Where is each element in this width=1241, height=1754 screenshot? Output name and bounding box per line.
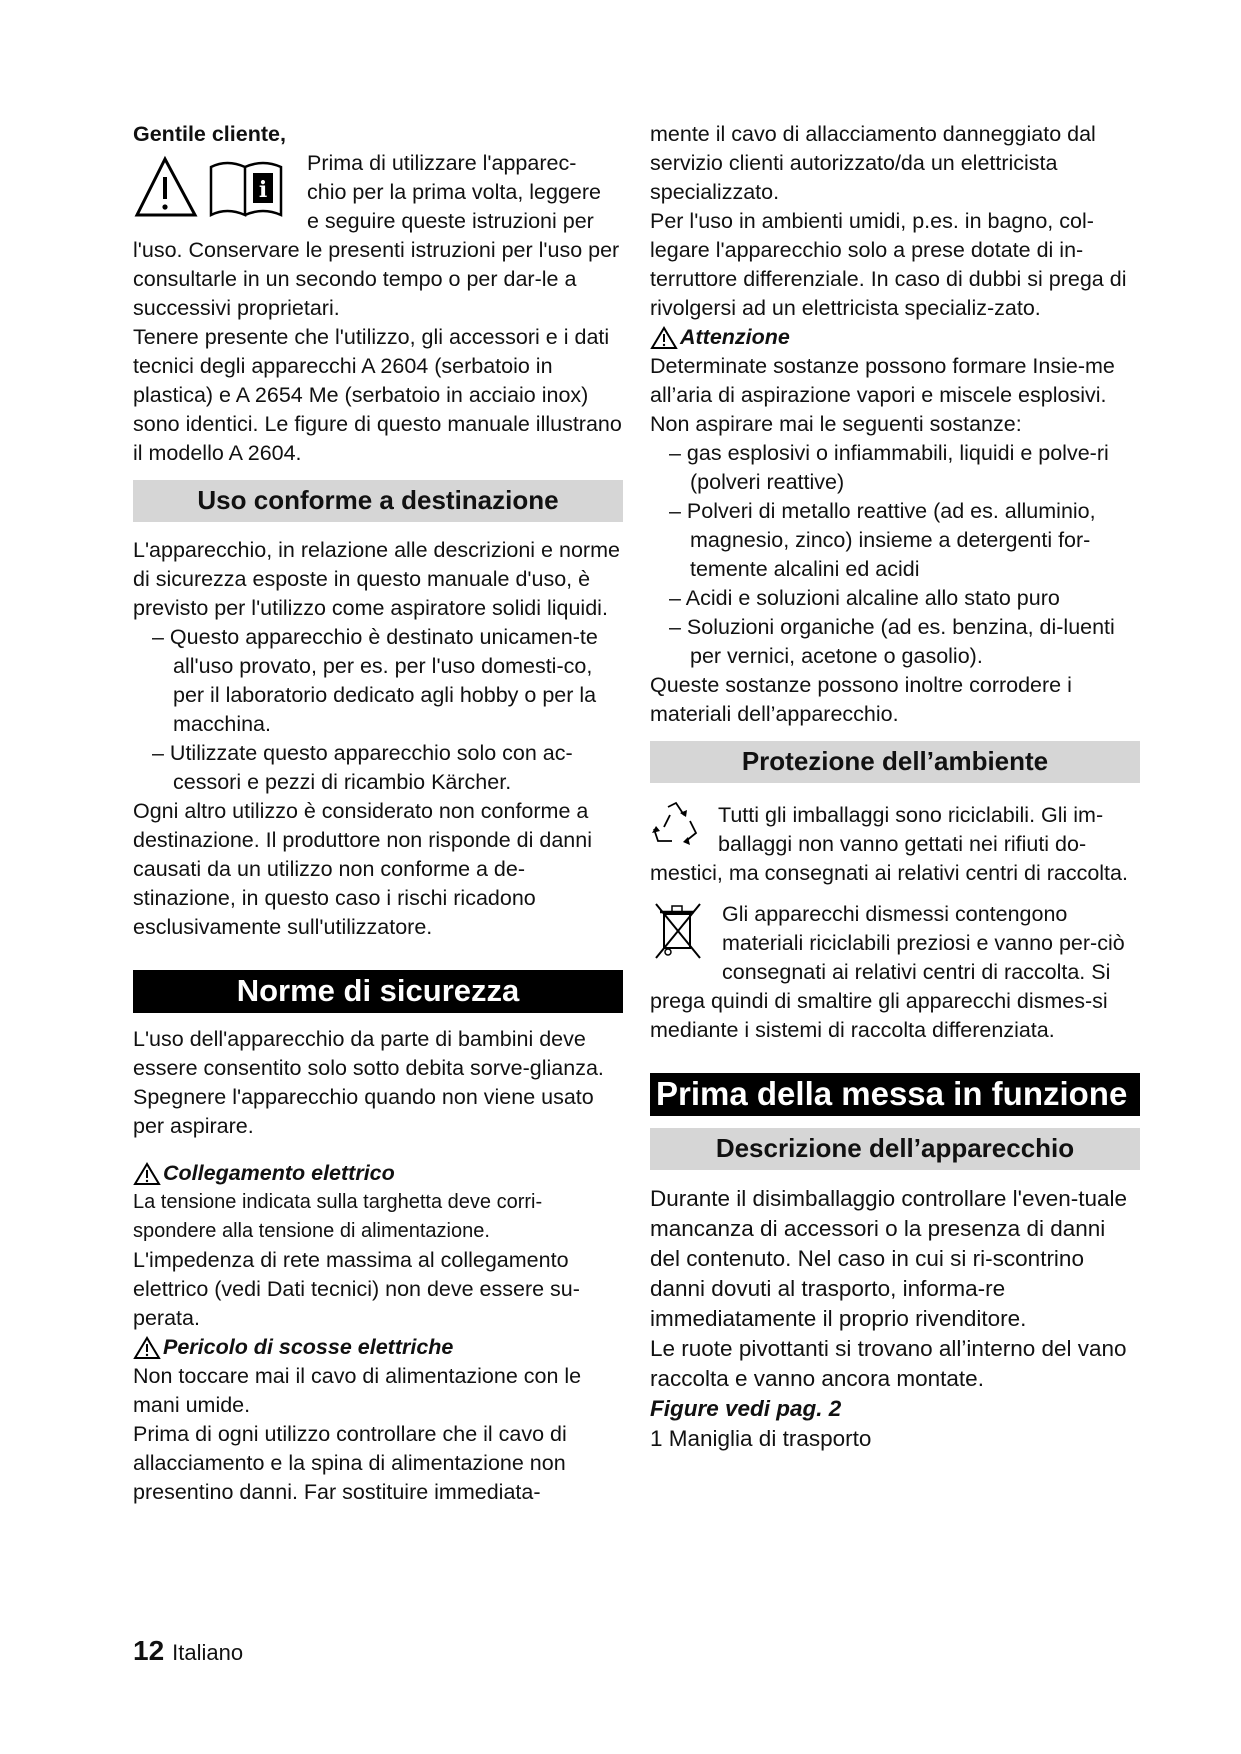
section-heading-protezione-ambiente: Protezione dell’ambiente bbox=[650, 741, 1140, 783]
list-item: – Acidi e soluzioni alcaline allo stato puro bbox=[669, 586, 1060, 610]
section2-paragraph-1: L'uso dell'apparecchio da parte di bambini deve essere consentito solo sotto debita sorve-glianza. bbox=[133, 1027, 604, 1080]
warning-triangle-icon bbox=[133, 1336, 161, 1360]
env-paragraph-2: Gli apparecchi dismessi contengono materiali riciclabili preziosi e vanno per-ciò consegnati ai relativi centri di raccolta. Si prega quindi di smaltire gli apparecchi dismes-si mediante i sistemi di raccolta differenziata. bbox=[650, 902, 1125, 1042]
section-heading-descrizione-apparecchio: Descrizione dell’apparecchio bbox=[650, 1128, 1140, 1170]
section-heading-norme-sicurezza: Norme di sicurezza bbox=[133, 970, 623, 1013]
left-column bbox=[133, 120, 623, 1507]
warn2-paragraph-1: Non toccare mai il cavo di alimentazione con le mani umide. bbox=[133, 1364, 582, 1417]
intro-line-3: e seguire queste istruzioni per bbox=[307, 209, 594, 233]
env-disposal-block bbox=[650, 900, 1140, 1045]
right-column bbox=[650, 120, 1140, 1454]
greeting: Gentile cliente, bbox=[133, 122, 286, 146]
warning-title: Collegamento elettrico bbox=[163, 1161, 395, 1185]
warn3-paragraph-2: Non aspirare mai le seguenti sostanze: bbox=[650, 412, 1022, 436]
section-heading-uso-conforme: Uso conforme a destinazione bbox=[133, 480, 623, 522]
warning-title: Pericolo di scosse elettriche bbox=[163, 1335, 454, 1359]
item-1: 1 Maniglia di trasporto bbox=[650, 1426, 872, 1451]
warn1-paragraph-1: La tensione indicata sulla targhetta deve corri-spondere alla tensione di alimentazione. bbox=[133, 1191, 543, 1242]
page-footer bbox=[133, 1635, 243, 1667]
intro-line-2: chio per la prima volta, leggere bbox=[307, 180, 601, 204]
recycling-icon bbox=[650, 801, 702, 847]
section2-paragraph-2: Spegnere l'apparecchio quando non viene usato per aspirare. bbox=[133, 1085, 594, 1138]
warning-manual-icon bbox=[133, 153, 293, 221]
warning-triangle-icon bbox=[650, 326, 678, 350]
wheelie-bin-crossed-icon bbox=[650, 900, 706, 966]
warn3-paragraph-1: Determinate sostanze possono formare Insie-me all’aria di aspirazione vapori e miscele esplosivi. bbox=[650, 354, 1115, 407]
continued-paragraph-2: Per l'uso in ambienti umidi, p.es. in bagno, col-legare l'apparecchio solo a prese dotate di in-terruttore differenziale. In caso di dubbi si prega di rivolgersi ad un elettricista specializ-zato. bbox=[650, 209, 1127, 320]
env-paragraph-1: Tutti gli imballaggi sono riciclabili. Gli im-ballaggi non vanno gettati nei rifiuti do-mestici, ma consegnati ai relativi centri di raccolta. bbox=[650, 803, 1128, 885]
list-item: – Questo apparecchio è destinato unicamen-te all'uso provato, per es. per l'uso domesti-co, per il laboratorio dedicato agli hobby o per la macchina. bbox=[152, 625, 598, 736]
footer-language: Italiano bbox=[172, 1640, 244, 1665]
page-number: 12 bbox=[133, 1635, 165, 1666]
intro-paragraph-2: Tenere presente che l'utilizzo, gli accessori e i dati tecnici degli apparecchi A 2604 (serbatoio in plastica) e A 2654 Me (serbatoio in acciaio inox) sono identici. Le figure di questo manuale illustrano il modello A 2604. bbox=[133, 325, 622, 465]
warning-heading-scosse bbox=[133, 1333, 623, 1362]
intro-line-1: Prima di utilizzare l'apparec- bbox=[307, 151, 577, 175]
intro-rest: l'uso. Conservare le presenti istruzioni per l'uso per consultarle in un secondo tempo o per dar-le a successivi proprietari. bbox=[133, 238, 620, 320]
list-item: – gas esplosivi o infiammabili, liquidi e polve-ri (polveri reattive) bbox=[669, 441, 1109, 494]
figure-reference: Figure vedi pag. 2 bbox=[650, 1396, 842, 1421]
continued-paragraph-1: mente il cavo di allacciamento danneggiato dal servizio clienti autorizzato/da un elettricista specializzato. bbox=[650, 122, 1096, 204]
warning-heading-attenzione bbox=[650, 323, 1140, 352]
warning-title: Attenzione bbox=[680, 325, 790, 349]
warning-heading-collegamento bbox=[133, 1159, 623, 1188]
section1-paragraph-1: L'apparecchio, in relazione alle descrizioni e norme di sicurezza esposte in questo manuale d'uso, è previsto per l'utilizzo come aspiratore solidi liquidi. bbox=[133, 538, 620, 620]
list-item: – Utilizzate questo apparecchio solo con ac-cessori e pezzi di ricambio Kärcher. bbox=[152, 741, 573, 794]
desc-paragraph-2: Le ruote pivottanti si trovano all’interno del vano raccolta e vanno ancora montate. bbox=[650, 1336, 1127, 1391]
section-heading-prima-messa-funzione: Prima della messa in funzione bbox=[650, 1073, 1140, 1116]
env-packaging-block bbox=[650, 801, 1140, 888]
warn1-paragraph-2: L'impedenza di rete massima al collegamento elettrico (vedi Dati tecnici) non deve essere su-perata. bbox=[133, 1248, 580, 1330]
intro-block bbox=[133, 149, 623, 236]
warn3-paragraph-3: Queste sostanze possono inoltre corrodere i materiali dell’apparecchio. bbox=[650, 673, 1072, 726]
desc-paragraph-1: Durante il disimballaggio controllare l'even-tuale mancanza di accessori o la presenza di danni del contenuto. Nel caso in cui si ri-scontrino danni dovuti al trasporto, informa-re immediatamente il proprio rivenditore. bbox=[650, 1186, 1128, 1331]
list-item: – Polveri di metallo reattive (ad es. alluminio, magnesio, zinco) insieme a detergenti for-temente alcalini ed acidi bbox=[669, 499, 1096, 581]
list-item: – Soluzioni organiche (ad es. benzina, di-luenti per vernici, acetone o gasolio). bbox=[669, 615, 1115, 668]
warning-triangle-icon bbox=[133, 1162, 161, 1186]
section1-paragraph-2: Ogni altro utilizzo è considerato non conforme a destinazione. Il produttore non risponde di danni causati da un utilizzo non conforme a de-stinazione, in questo caso i rischi ricadono esclusivamente sull'utilizzatore. bbox=[133, 799, 592, 939]
svg-text:i: i bbox=[258, 177, 268, 203]
warning-icon-group bbox=[133, 153, 293, 229]
warn2-paragraph-2: Prima di ogni utilizzo controllare che il cavo di allacciamento e la spina di alimentazione non presentino danni. Far sostituire immediata- bbox=[133, 1422, 567, 1504]
